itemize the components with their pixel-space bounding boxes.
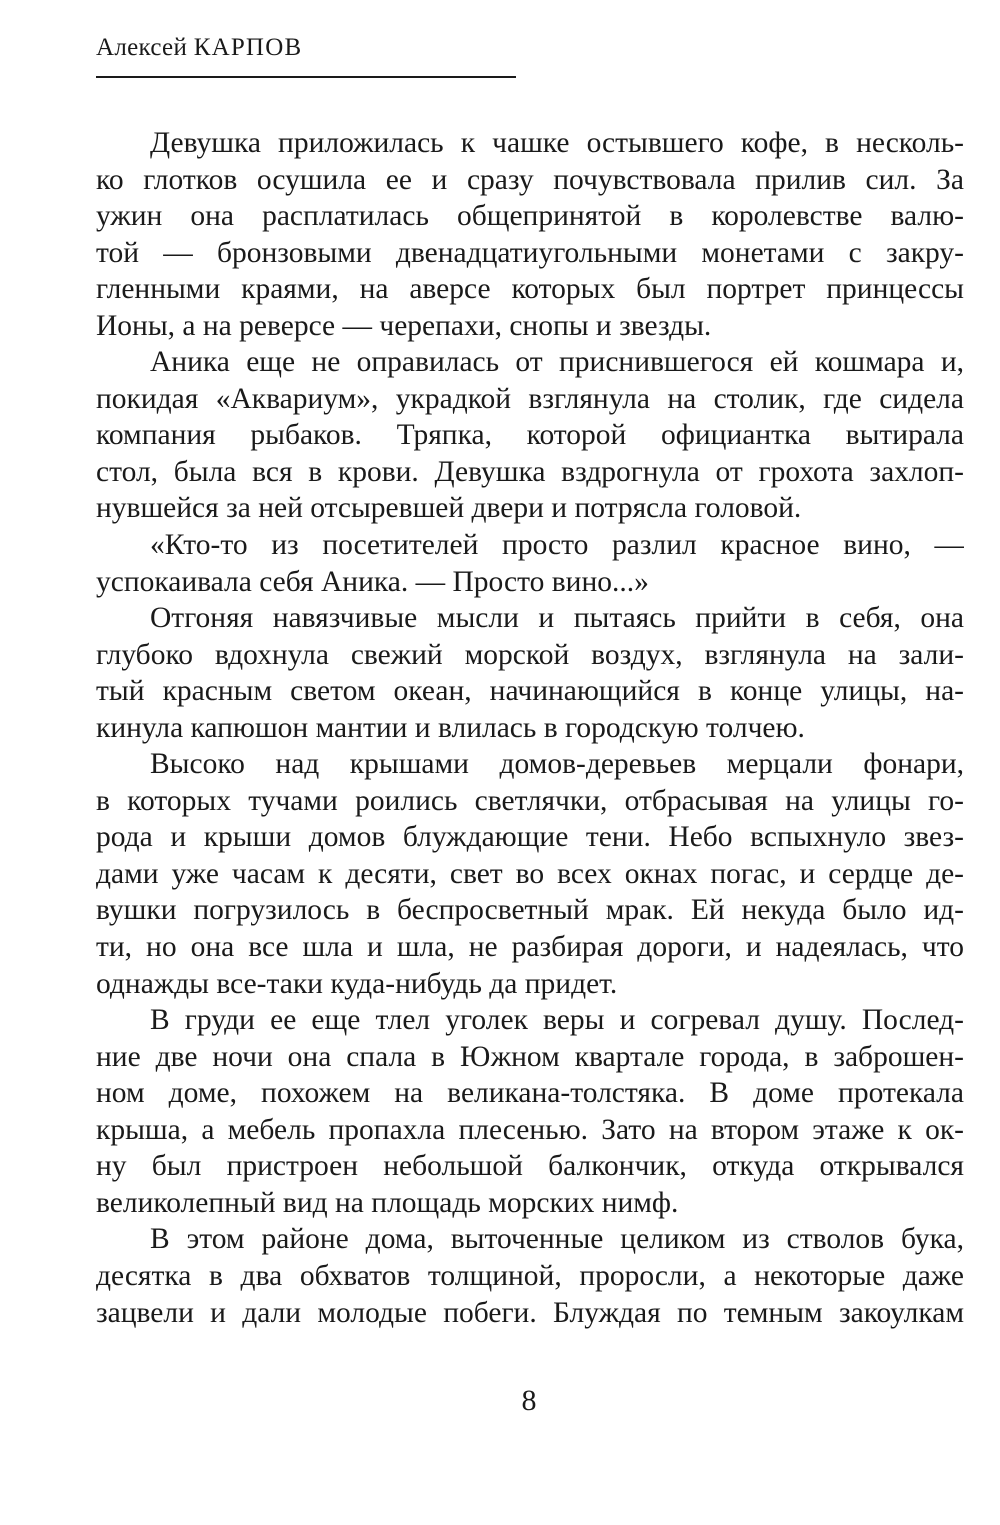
text-line: ко глотков осушила ее и сразу почувствовала прилив сил. За: [96, 163, 964, 196]
text-line: Ионы, а на реверсе — черепахи, снопы и звезды.: [96, 309, 712, 342]
text-line: Высоко над крышами домов-деревьев мерцали фонари,: [150, 748, 964, 781]
text-line: тый красным светом океан, начинающийся в конце улицы, на-: [96, 675, 964, 708]
text-line: гленными краями, на аверсе которых был портрет принцессы: [96, 273, 964, 306]
text-line: десятка в два обхватов толщиной, проросли, а некоторые даже: [96, 1259, 964, 1292]
text-line: зацвели и дали молодые побеги. Блуждая по темным закоулкам: [96, 1296, 964, 1329]
text-line: ужин она расплатилась общепринятой в королевстве валю-: [96, 200, 964, 233]
text-line: однажды все-таки куда-нибудь да придет.: [96, 967, 618, 1000]
text-line: ну был пристроен небольшой балкончик, откуда открывался: [96, 1150, 964, 1183]
text-line: нувшейся за ней отсыревшей двери и потрясла головой.: [96, 492, 802, 525]
running-header: [96, 34, 302, 62]
text-line: дами уже часам к десяти, свет во всех окнах погас, и сердце де-: [96, 857, 964, 890]
page-number: 8: [521, 1384, 537, 1417]
text-line: В этом районе дома, выточенные целиком из стволов бука,: [150, 1223, 964, 1256]
text-line: В груди ее еще тлел уголек веры и согревал душу. Послед-: [150, 1004, 964, 1037]
text-line: рода и крыши домов блуждающие тени. Небо вспыхнуло звез-: [96, 821, 964, 854]
text-line: великолепный вид на площадь морских нимф.: [96, 1186, 679, 1219]
text-line: глубоко вдохнула свежий морской воздух, взглянула на зали-: [96, 638, 964, 671]
text-line: ние две ночи она спала в Южном квартале города, в заброшен-: [96, 1040, 964, 1073]
text-line: Девушка приложилась к чашке остывшего кофе, в несколь-: [150, 127, 964, 159]
body-text: [96, 125, 964, 1331]
text-line: покидая «Аквариум», украдкой взглянула на столик, где сидела: [96, 382, 964, 415]
text-line: ти, но она все шла и шла, не разбирая дороги, и надеялась, что: [96, 931, 964, 964]
author-first-name: Алексей: [96, 34, 188, 61]
text-line: в которых тучами роились светлячки, отбрасывая на улицы го-: [96, 784, 964, 817]
text-line: компания рыбаков. Тряпка, которой официантка вытирала: [96, 419, 964, 452]
text-line: вушки погрузилось в беспросветный мрак. Ей некуда было ид-: [96, 894, 964, 927]
text-line: успокаивала себя Аника. — Просто вино...»: [96, 565, 649, 598]
text-line: кинула капюшон мантии и влилась в городскую толчею.: [96, 711, 805, 744]
author-last-name: КАРПОВ: [193, 34, 303, 61]
text-line: ном доме, похожем на великана-толстяка. В доме протекала: [96, 1077, 964, 1110]
text-line: той — бронзовыми двенадцатиугольными монетами с закру-: [96, 236, 964, 269]
text-line: стол, была вся в крови. Девушка вздрогнула от грохота захлоп-: [96, 455, 964, 488]
text-line: «Кто-то из посетителей просто разлил красное вино, —: [150, 529, 964, 562]
header-rule: [96, 76, 516, 78]
text-line: крыша, а мебель пропахла плесенью. Зато на втором этаже к ок-: [96, 1113, 964, 1146]
text-line: Отгоняя навязчивые мысли и пытаясь прийти в себя, она: [150, 602, 964, 635]
text-line: Аника еще не оправилась от приснившегося ей кошмара и,: [150, 346, 964, 379]
